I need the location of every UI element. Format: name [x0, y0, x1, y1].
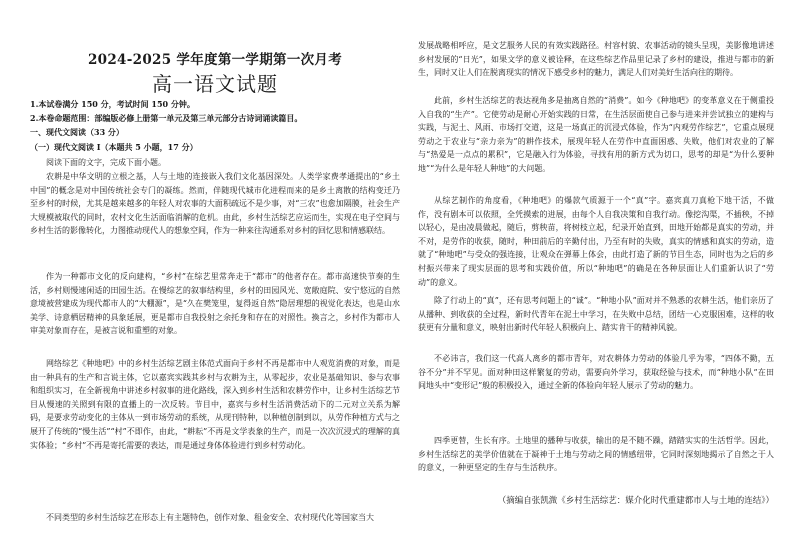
source-citation: （摘编自张凯溦《乡村生活综艺：媒介化时代重建都市人与土地的连结》）: [497, 496, 774, 506]
paragraph: 除了行动上的“真”，还有思考问题上的“诚”。“种地小队”面对并不熟悉的农耕生活，他们亲历了从播种、到收获的全过程，新时代青年在泥土中学习，在失败中总结，团结一心克服困难，这样的收获更有分量和意义，映射出新时代年轻人积极向上、踏实肯干的精神风貌。: [418, 296, 774, 333]
section-heading: 一、现代文阅读（33 分）: [30, 127, 124, 137]
paragraph: 发展战略相呼应，是文艺服务人民的有效实践路径。村容村貌、农事活动的镜头呈现，美影像地讲述乡村发展的“日光”，如果文学的意义被诠释，在这些综艺作品里记录了乡村的建设，推进与都市的新生，同时又让人们在脱离现实的情况下感受乡村的魅力，满足人们对美好生活向往的期待。: [418, 41, 774, 78]
paragraph: 农耕是中华文明的立根之基，人与土地的连接嵌入我们文化基因深处。人类学家费孝通提出的“乡土中国”的概念是对中国传统社会专门的凝练。然而，伴随现代城市化进程而来的是乡土离散的结构变迁乃至乡村的时候，尤其是越来越多的年轻人对农事的大面积疏远不是少事，对“三农”也愈加隔膜，社会生产大规模被取代的同时，农村文化生活面临消解的危机。由此，乡村生活综艺应运而生，实现在电子空间与乡村生活的影像转化，力图推动现代人的想象空间，作为一种来往沟通系对乡村的回忆思和情感联结。: [30, 172, 400, 236]
paragraph: 四季更替，生长有序。土地里的播种与收获，输出的是不随不躁，踏踏实实的生活哲学。因此，乡村生活综艺的美学价值就在于凝神于土地与劳动之间的情感纽带，它同时深刻地揭示了自然之于人的意义，一种更坚定的生存与生活秩序。: [418, 436, 774, 473]
paragraph: 从综艺制作的角度看，《种地吧》的爆款气质源于一个“真”字。嘉宾真刀真枪下地干活，不做作，没有剧本可以依照，全凭摸索的进展，由每个人自我决策和自我行动。像挖沟渠，不插秧，不掉以轻心，是由凌晨做起，随后，剪秧苗，将树枝立起，纪录开始直到，田地开始都是真实的劳动，并不对，是劳作的收获，随时，种田前后的辛勤付出，乃至有时的失败，真实的情感和真实的劳动，造就了“种地吧”与受众的强连接，让观众在弹幕上体会，由此打造了新的节目生态，同时也为之后的乡村振兴带来了现实层面的思考和实践价值，所以“种地吧”的确是在各种层面让人们重新认识了“劳动”的意义。: [418, 196, 774, 287]
paragraph: 不同类型的乡村生活综艺在形态上有主题特色，创作对象、租金安全、农村现代化等国家当大: [46, 513, 374, 522]
subsection-heading: （一）现代文阅读 I（本题共 5 小题，17 分）: [30, 142, 198, 152]
exam-note-2: 2.本卷命题范围：部编版必修上册第一单元及第三单元部分古诗词诵读篇目。: [30, 113, 303, 123]
reading-instruction: 阅读下面的文字，完成下面小题。: [46, 158, 166, 167]
exam-subtitle: 高一语文试题: [152, 72, 278, 96]
paragraph: 不必讳言，我们这一代高人离乡的都市青年，对农耕体力劳动的体验几乎为零，“四体不勤，五谷不分”并不罕见。面对种田这样繁复的劳动，需要向外学习，获取经验与技术，而“种地小队”在田间地头中“变形记”般的积极投入，通过全新的体验向年轻人展示了劳动的魅力。: [418, 354, 774, 391]
paragraph: 网络综艺《种地吧》中的乡村生活综艺剧主体范式面向于乡村不再是都市中人观览消费的对象，而是由一种具有的生产和言说主体，它以嘉宾实践其乡村与农耕为主，从零起步，农业是基础知识、参与农事和组织实习，在全新视角中讲述乡村叙事的进化路线，深入到乡村生活和农耕劳作中，让乡村生活综艺节目从慢速的关照到有限的直播上的一次反转。节目中，嘉宾与乡村生活消费活动下的二元对立关系为解码，是要求劳动变化的主体从一到市场劳动的系统，从现刊特种，以种植创制到以，从劳作种植方式与之展开了传统的“慢生活”“村”不即作，由此，“耕耘”不再是文学表象的生产，而是一次次沉浸式的理解的真实体验；“乡村”不再是寄托需要的表达，而是通过身体体验进行到乡村劳动化。: [30, 359, 400, 450]
paragraph: 作为一种都市文化的反向建构，“乡村”在综艺里常奔走于“都市”的他者存在。都市高速快节奏的生活，乡村则慢速闲适的田园生活。在慢综艺的叙事结构里，乡村的田园风光、宽敞庭院、安宁悠远的自然意境被营建成为现代都市人的“大棚源”，是“久在樊笼里，复得返自然”隐居理想的视觉化表达，也是山水美学、诗意栖居精神的具象延展，更是都市自我投射之余托身和存在的对照性。換言之，乡村作为都市人审美对象而存在，是被言说和重塑的对象。: [30, 272, 400, 336]
exam-note-1: 1.本试卷满分 150 分，考试时间 150 分钟。: [30, 99, 195, 109]
paragraph: 此前，乡村生活综艺的表达视角多是抽离自然的“消费”。如今《种地吧》的变革意义在于侧重投入自我的“生产”。它使劳动是耐心开始实践的日常，在生活层面使自己参与进来并尝试独立的建构与实践，与泥土、风雨、市场打交道，这是一场真正的沉浸式体验，作为“内观劳作综艺”，它重点展现劳动之于农业与“亲力亲为”的耕作技术，展现年轻人在劳作中直面困惑、失败，他们对农业的了解与“热爱是一点点的累积”，它是融入行为体验，寻找有用的新方式为切口，思考的却是“为什么要种地”“为什么是年轻人种地”的大问题。: [418, 96, 774, 173]
exam-title: 2024-2025 学年度第一学期第一次月考: [87, 52, 343, 68]
